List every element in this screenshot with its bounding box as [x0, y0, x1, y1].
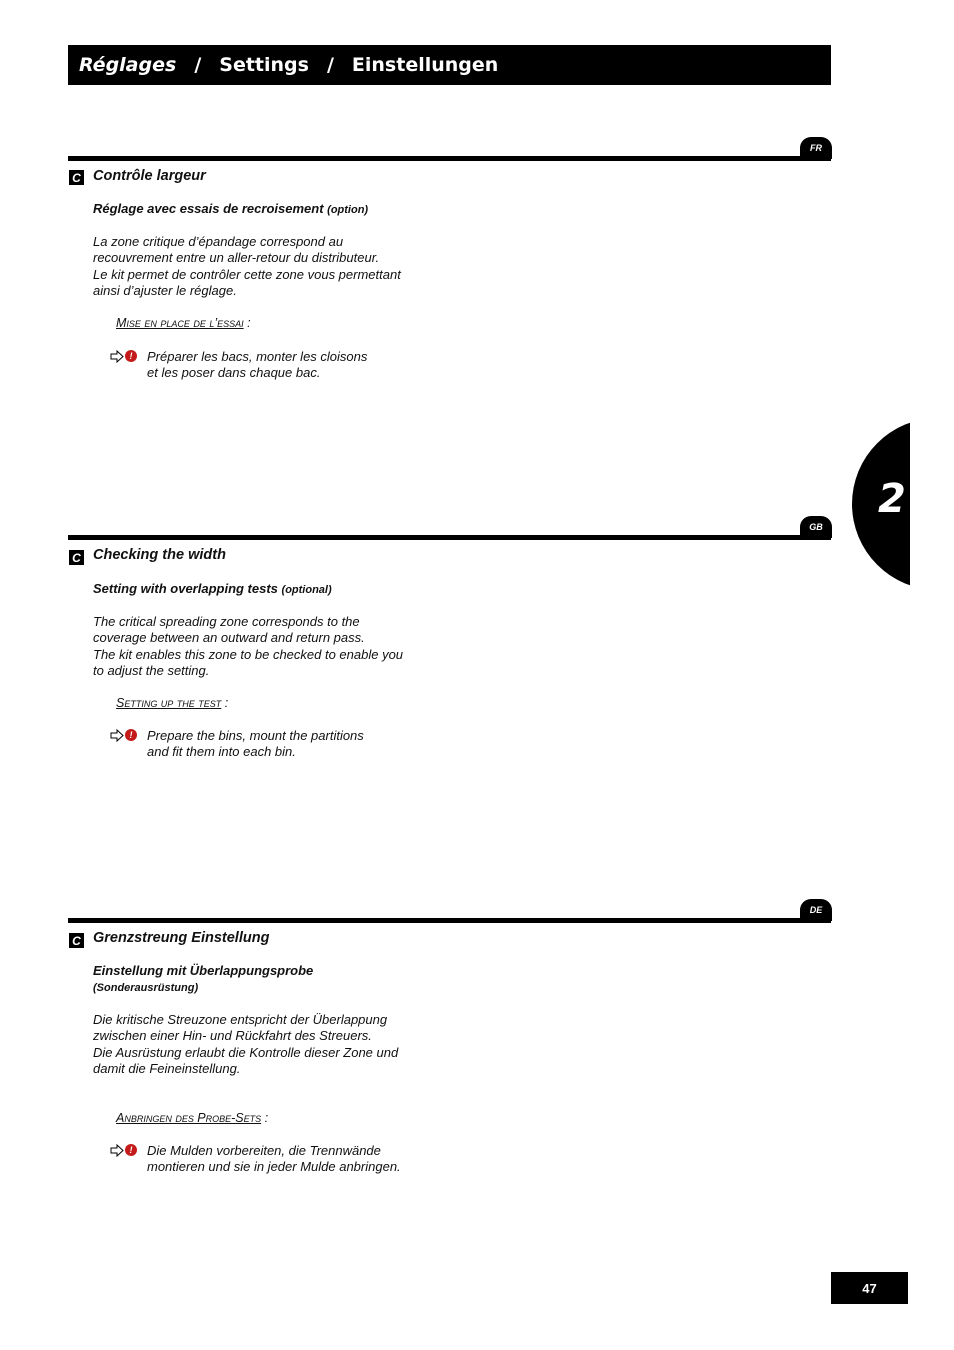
section-paragraph: The critical spreading zone corresponds to the coverage between an outward and return pass. The kit enables this zone to be checked to enable you to adjust the setting.	[93, 614, 404, 678]
header-title-fr: Réglages	[79, 54, 177, 76]
section-title: Contrôle largeur	[93, 168, 206, 184]
language-tab-fr: FR	[800, 137, 832, 159]
subtitle-text: Setting with overlapping tests	[93, 581, 278, 596]
section-subtitle	[93, 581, 332, 596]
subtitle-note: (optional)	[281, 584, 332, 596]
page-number: 47	[831, 1272, 908, 1304]
chapter-tab	[852, 418, 954, 590]
section-marker: C	[69, 170, 84, 185]
section-divider	[68, 535, 831, 540]
page-header	[68, 45, 831, 85]
section-subtitle: Einstellung mit Überlappungsprobe	[93, 963, 314, 978]
step-heading	[116, 316, 251, 330]
arrow-right-icon	[110, 729, 124, 742]
chapter-number: 2	[878, 476, 906, 522]
arrow-right-icon	[110, 350, 124, 363]
warning-icon: !	[125, 350, 137, 362]
language-tab-gb: GB	[800, 516, 832, 538]
section-divider	[68, 918, 831, 923]
step-heading-text: Anbringen des Probe-Sets	[116, 1111, 262, 1125]
warning-icon: !	[125, 1144, 137, 1156]
section-paragraph: La zone critique d’épandage correspond au recouvrement entre un aller-retour du distributeur. Le kit permet de contrôler cette zone vous permettant ainsi d’ajuster le réglage.	[93, 234, 401, 298]
header-title-de: Einstellungen	[351, 54, 499, 76]
subtitle-note: (Sonderausrüstung)	[93, 982, 199, 994]
header-separator: /	[326, 54, 334, 76]
step-heading	[116, 696, 228, 710]
section-divider	[68, 156, 831, 161]
step-heading-colon: :	[261, 1111, 269, 1125]
step-item	[110, 1143, 447, 1176]
step-heading-text: Mise en place de l’essai	[116, 316, 244, 330]
header-separator: /	[194, 54, 202, 76]
section-subtitle	[93, 201, 368, 216]
step-text: Préparer les bacs, monter les cloisons et les poser dans chaque bac.	[147, 349, 368, 381]
step-item	[110, 349, 447, 382]
warning-icon: !	[125, 729, 137, 741]
section-paragraph: Die kritische Streuzone entspricht der Überlappung zwischen einer Hin- und Rückfahrt des Streuers. Die Ausrüstung erlaubt die Kontrolle dieser Zone und damit die Feineinstellung.	[93, 1012, 399, 1076]
section-title: Grenzstreung Einstellung	[93, 930, 270, 946]
step-text: Die Mulden vorbereiten, die Trennwände montieren und sie in jeder Mulde anbringen.	[147, 1143, 401, 1175]
section-marker: C	[69, 550, 84, 565]
section-title: Checking the width	[93, 547, 226, 563]
step-heading-text: Setting up the test	[116, 696, 222, 710]
subtitle-text: Réglage avec essais de recroisement	[93, 201, 324, 216]
step-item	[110, 728, 447, 761]
step-heading	[116, 1111, 268, 1125]
subtitle-note: (option)	[327, 204, 369, 216]
section-marker: C	[69, 933, 84, 948]
arrow-right-icon	[110, 1144, 124, 1157]
language-tab-de: DE	[800, 899, 832, 921]
step-text: Prepare the bins, mount the partitions and fit them into each bin.	[147, 728, 364, 760]
step-heading-colon: :	[243, 316, 251, 330]
header-title-gb: Settings	[219, 54, 309, 76]
step-heading-colon: :	[221, 696, 229, 710]
